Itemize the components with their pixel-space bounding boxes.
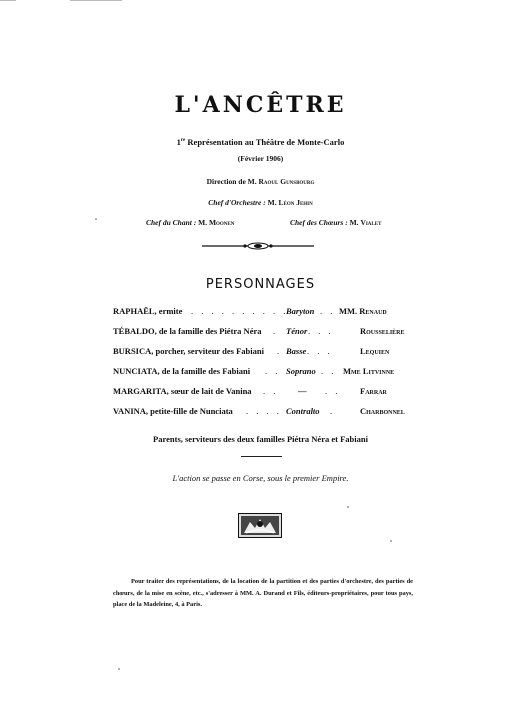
chef-orchestre-name: Léon Jehin — [278, 198, 313, 207]
cast-role-dots: . — [273, 326, 279, 336]
scan-edge-line — [70, 0, 122, 1]
direction-name: Raoul Gunsbourg — [258, 177, 315, 186]
ornament-divider — [202, 241, 314, 251]
chef-chant-name: Moonen — [208, 218, 235, 227]
cast-singer: Rousselière — [360, 326, 405, 336]
chef-chant-label: Chef du Chant : — [146, 218, 197, 227]
page-title: L'ANCÊTRE — [174, 92, 347, 118]
section-title: PERSONNAGES — [205, 277, 316, 292]
cast-role-dots: . . . . — [246, 406, 282, 416]
cast-singer: Lequien — [360, 346, 390, 356]
cast-list — [113, 306, 423, 426]
cast-voice-dots: . . . — [308, 326, 334, 336]
cast-voice: Soprano — [286, 366, 316, 376]
chef-chant-prefix: M. — [198, 218, 208, 227]
parents-line: Parents, serviteurs des deux familles Piétra Néra et Fabiani — [153, 434, 368, 444]
cast-role-dots: . — [277, 346, 283, 356]
direction-prefix: Direction de M. — [206, 177, 257, 186]
paper-speck — [347, 506, 349, 508]
cast-role-dots: . . — [265, 366, 281, 376]
scan-edge-line — [0, 0, 16, 1]
cast-voice: — — [298, 386, 307, 396]
paper-speck — [95, 218, 97, 220]
cast-voice-dots: . . . — [307, 346, 333, 356]
cast-voice-dots: . . — [320, 306, 336, 316]
cast-voice-dots: . . — [325, 386, 341, 396]
chef-orchestre-label: Chef d'Orchestre : — [208, 198, 266, 207]
cast-role: NUNCIATA, de la famille des Fabiani — [113, 366, 251, 376]
setting-line: L'action se passe en Corse, sous le premier Empire. — [172, 473, 349, 483]
cast-row — [113, 326, 423, 346]
cast-row — [113, 346, 423, 366]
premiere-ordinal: 1 — [176, 137, 181, 147]
cast-role-dots: . . . . . . . . . . — [191, 306, 289, 316]
cast-voice: Basse — [286, 346, 307, 356]
cast-voice-dots: . — [330, 406, 336, 416]
decorative-vignette-icon — [238, 513, 282, 538]
cast-voice-dots: . . — [321, 366, 337, 376]
premiere-ordinal-sup: re — [180, 138, 186, 144]
cast-row — [113, 306, 423, 326]
cast-voice: Contralto — [286, 406, 320, 416]
cast-role-dots: . . — [263, 386, 279, 396]
chef-choeurs-name: Vialet — [360, 218, 382, 227]
paper-speck — [390, 540, 392, 542]
chef-orchestre-line — [0, 198, 521, 207]
chef-choeurs-line — [290, 218, 381, 227]
cast-row — [113, 386, 423, 406]
cast-singer: MM. Renaud — [339, 306, 387, 316]
chef-choeurs-label: Chef des Chœurs : — [290, 218, 348, 227]
cast-row — [113, 406, 423, 426]
cast-voice: Ténor — [286, 326, 308, 336]
cast-singer: Mme Litvinne — [343, 366, 395, 376]
short-rule — [241, 456, 282, 457]
cast-role: TÉBALDO, de la famille des Piétra Néra — [113, 326, 262, 336]
cast-singer: Charbonnel — [360, 406, 405, 416]
chef-orchestre-prefix: M. — [267, 198, 277, 207]
premiere-text: Représentation au Théâtre de Monte-Carlo — [187, 137, 345, 147]
chef-chant-line — [146, 218, 234, 227]
premiere-date: (Février 1906) — [237, 154, 284, 163]
chef-choeurs-prefix: M. — [349, 218, 359, 227]
paper-speck — [118, 668, 120, 670]
premiere-line — [0, 137, 521, 147]
cast-role: MARGARITA, sœur de lait de Vanina — [113, 386, 252, 396]
cast-singer: Farrar — [360, 386, 387, 396]
cast-row — [113, 366, 423, 386]
cast-role: VANINA, petite-fille de Nunciata — [113, 406, 233, 416]
footer-notice: Pour traiter des représentations, de la location de la partition et des parties d'orchestre, des parties de chœurs, de la mise en scène, etc., s'adresser à MM. A. Durand et Fils, éditeurs-propriétaires, pour tous pays, place de la Madeleine, 4, à Paris. — [113, 578, 413, 608]
cast-voice: Baryton — [286, 306, 315, 316]
direction-line — [0, 177, 521, 186]
cast-role: RAPHAËL, ermite — [113, 306, 183, 316]
cast-role: BURSICA, porcher, serviteur des Fabiani — [113, 346, 264, 356]
